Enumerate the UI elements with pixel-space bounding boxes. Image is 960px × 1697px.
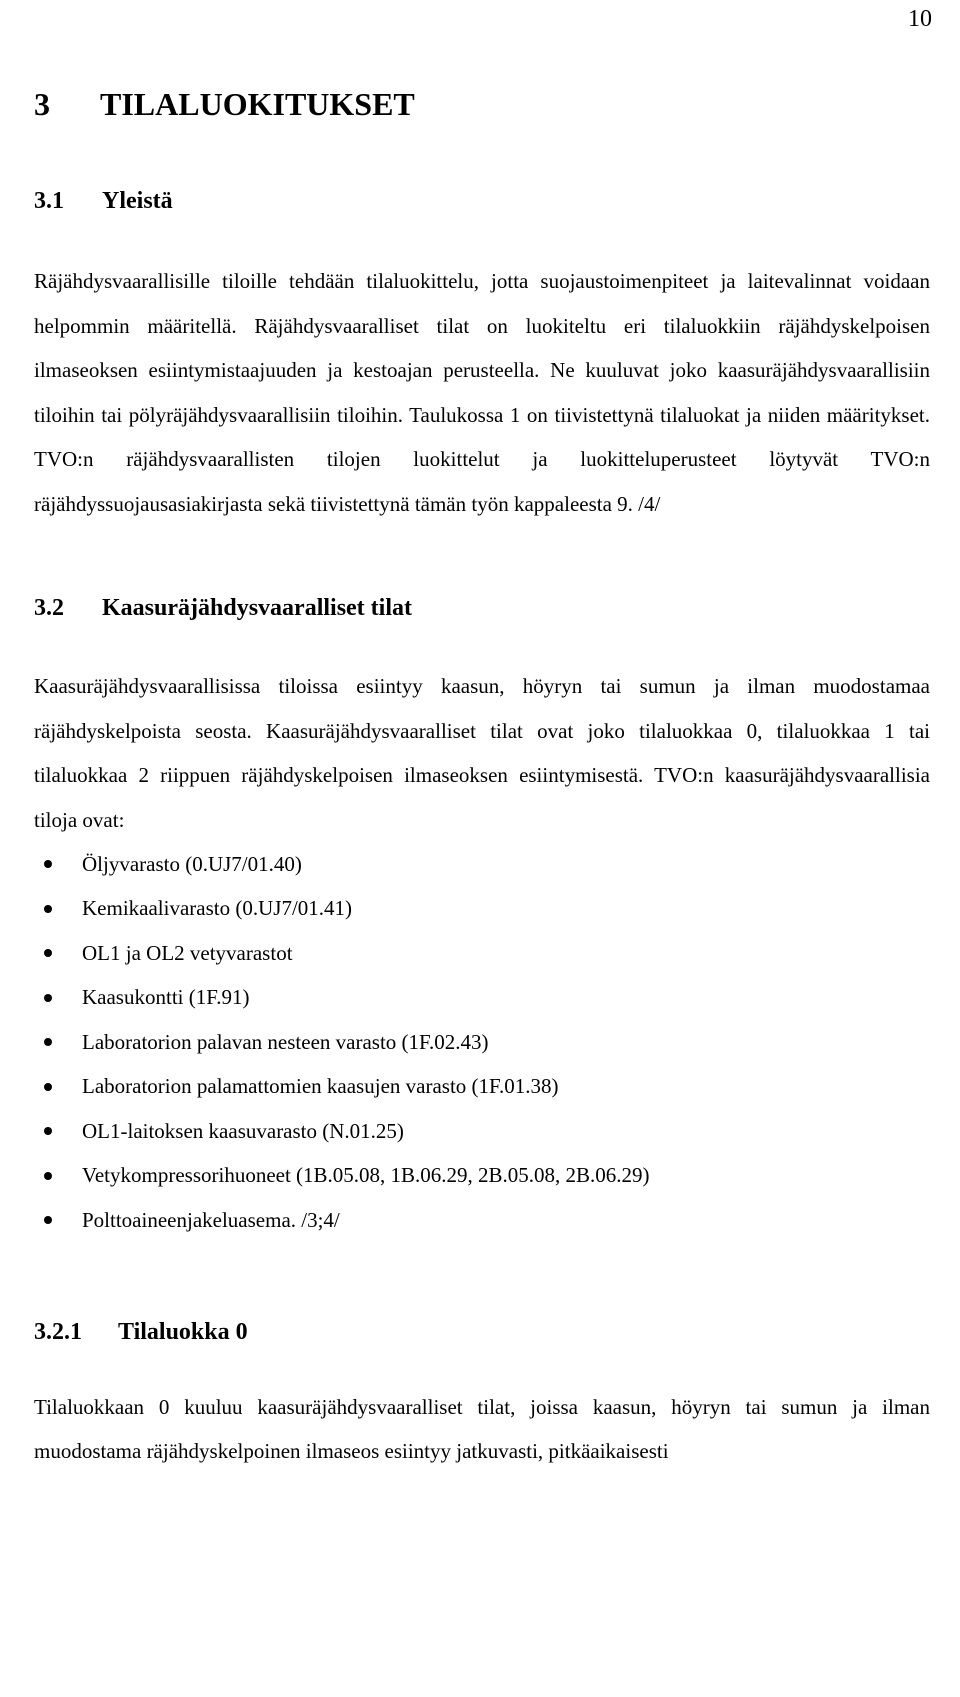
list-item (34, 842, 930, 887)
document-body (34, 82, 930, 1474)
section-3-2-1-paragraph: Tilaluokkaan 0 kuuluu kaasuräjähdysvaaralliset tilat, joissa kaasun, höyryn tai sumun ja ilman muodostama räjähdyskelpoinen ilmaseos esiintyy jatkuvasti, pitkäaikaisesti (34, 1394, 930, 1463)
section-number: 3.2 (34, 595, 64, 621)
bullet-icon (34, 949, 82, 957)
bullet-icon (34, 1083, 82, 1091)
section-number: 3.2.1 (34, 1318, 82, 1345)
list-item (34, 1198, 930, 1243)
section-number: 3.1 (34, 188, 64, 214)
list-item (34, 931, 930, 976)
chapter-title: TILALUOKITUKSET (100, 86, 415, 122)
section-title: Yleistä (102, 188, 173, 214)
bullet-icon (34, 994, 82, 1002)
bullet-icon (34, 1172, 82, 1180)
list-item-text: Öljyvarasto (0.UJ7/01.40) (82, 851, 302, 876)
list-item-text: Laboratorion palamattomien kaasujen varasto (1F.01.38) (82, 1074, 559, 1099)
section-heading-3-1 (34, 184, 930, 218)
bullet-icon (34, 1216, 82, 1224)
list-item (34, 1020, 930, 1065)
page-number: 10 (908, 6, 932, 32)
bullet-icon (34, 860, 82, 868)
gas-hazard-rooms-list (34, 842, 930, 1243)
list-item-text: OL1 ja OL2 vetyvarastot (82, 940, 293, 965)
list-item-text: OL1-laitoksen kaasuvarasto (N.01.25) (82, 1118, 404, 1143)
section-heading-3-2 (34, 591, 930, 625)
list-item (34, 1065, 930, 1110)
list-item-text: Kemikaalivarasto (0.UJ7/01.41) (82, 896, 353, 921)
section-title: Kaasuräjähdysvaaralliset tilat (102, 595, 412, 621)
section-heading-3-2-1 (34, 1315, 930, 1349)
list-item (34, 1154, 930, 1199)
bullet-icon (34, 1127, 82, 1135)
chapter-number: 3 (34, 86, 50, 122)
list-item-text: Vetykompressorihuoneet (1B.05.08, 1B.06.29, 2B.05.08, 2B.06.29) (82, 1163, 650, 1188)
section-3-1-paragraph: Räjähdysvaarallisille tiloille tehdään tilaluokittelu, jotta suojaustoimenpiteet ja laitevalinnat voidaan helpommin määritellä. Räjähdysvaaralliset tilat on luokiteltu eri tilaluokkiin räjähdyskelpoisen ilmaseoksen esiintymistaajuuden ja kestoajan perusteella. Ne kuuluvat joko kaasuräjähdysvaarallisiin tiloihin tai pölyräjähdysvaarallisiin tiloihin. Taulukossa 1 on tiivistettynä tilaluokat ja niiden määritykset. TVO:n räjähdysvaarallisten tilojen luokittelut ja luokitteluperusteet löytyvät TVO:n räjähdyssuojausasiakirjasta sekä tiivistettynä tämän työn kappaleesta 9. /4/ (34, 269, 930, 516)
chapter-heading (34, 82, 930, 126)
section-3-2-paragraph: Kaasuräjähdysvaarallisissa tiloissa esiintyy kaasun, höyryn tai sumun ja ilman muodostamaa räjähdyskelpoista seosta. Kaasuräjähdysvaaralliset tilat ovat joko tilaluokkaa 0, tilaluokkaa 1 tai tilaluokkaa 2 riippuen räjähdyskelpoisen ilmaseoksen esiintymisestä. TVO:n kaasuräjähdysvaarallisia tiloja ovat: (34, 674, 930, 832)
list-item-text: Polttoaineenjakeluasema. /3;4/ (82, 1207, 340, 1232)
bullet-icon (34, 1038, 82, 1046)
list-item (34, 1109, 930, 1154)
list-item-text: Kaasukontti (1F.91) (82, 985, 250, 1010)
bullet-icon (34, 905, 82, 913)
list-item (34, 887, 930, 932)
section-title: Tilaluokka 0 (118, 1318, 248, 1345)
list-item-text: Laboratorion palavan nesteen varasto (1F.02.43) (82, 1029, 489, 1054)
list-item (34, 976, 930, 1021)
